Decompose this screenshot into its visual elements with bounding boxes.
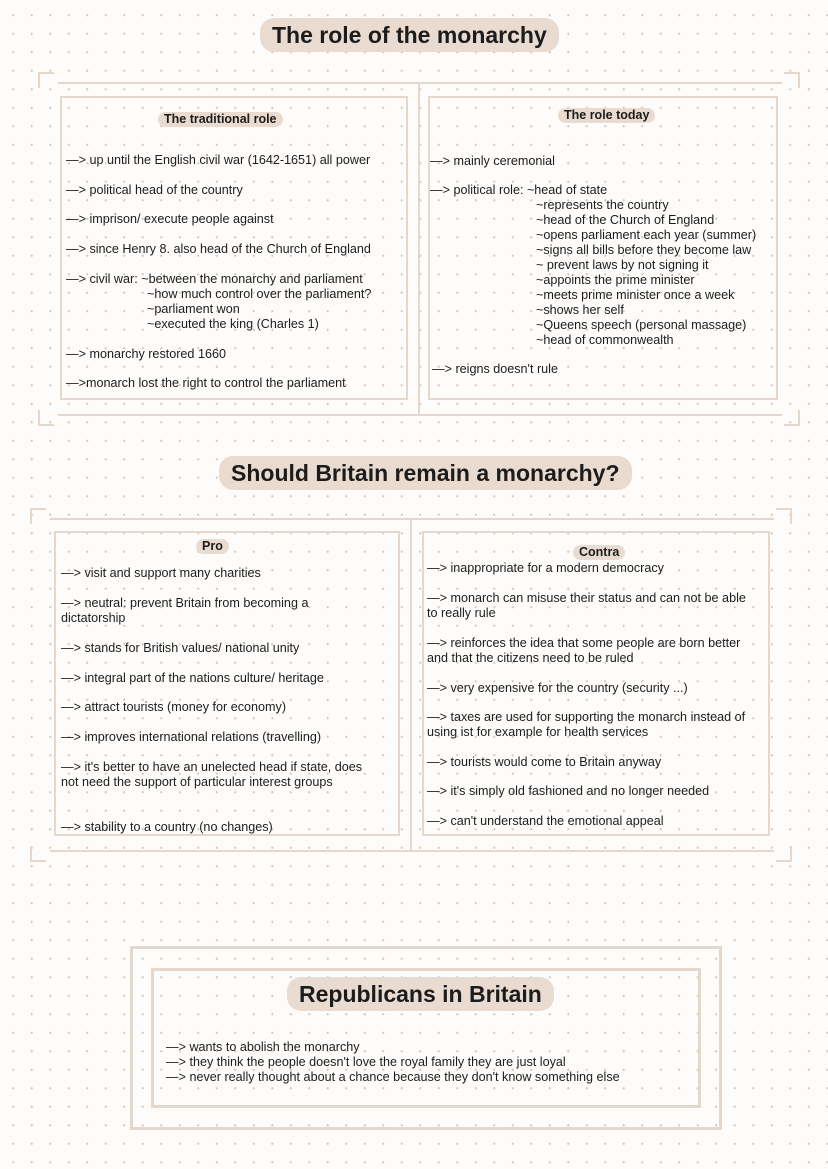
- list-item: —> reigns doesn't rule: [432, 362, 558, 376]
- list-item: ~Queens speech (personal massage): [536, 318, 747, 332]
- list-item: —> neutral: prevent Britain from becoming a dictatorship: [61, 596, 309, 625]
- frame-line: [50, 850, 774, 852]
- list-item: —> wants to abolish the monarchy: [166, 1040, 360, 1054]
- list-item: —> since Henry 8. also head of the Church of England: [66, 242, 371, 256]
- frame-corner: [798, 72, 800, 88]
- frame-line: [58, 414, 782, 416]
- list-item: ~how much control over the parliament?: [147, 287, 372, 301]
- section-title: Should Britain remain a monarchy?: [219, 456, 632, 490]
- list-item: ~represents the country: [536, 198, 669, 212]
- list-item: —> civil war: ~between the monarchy and parliament: [66, 272, 363, 286]
- list-item: —> tourists would come to Britain anyway: [427, 755, 662, 769]
- frame-corner: [790, 508, 792, 524]
- list-item: —> mainly ceremonial: [430, 154, 555, 168]
- frame-corner: [784, 424, 800, 426]
- list-item: —> never really thought about a chance because they don't know something else: [166, 1070, 620, 1084]
- frame-line: [50, 518, 774, 520]
- list-item: ~shows her self: [536, 303, 624, 317]
- list-item: ~executed the king (Charles 1): [147, 317, 319, 331]
- list-item: —> political head of the country: [66, 183, 243, 197]
- list-item: —> stability to a country (no changes): [61, 820, 273, 834]
- list-item: ~head of the Church of England: [536, 213, 715, 227]
- frame-line: [58, 82, 782, 84]
- contra-heading: Contra: [573, 545, 625, 560]
- list-item: —> can't understand the emotional appeal: [427, 814, 664, 828]
- frame-corner: [30, 860, 46, 862]
- list-item: ~appoints the prime minister: [536, 273, 695, 287]
- frame-corner: [776, 508, 792, 510]
- list-item: ~head of commonwealth: [536, 333, 674, 347]
- list-item: —> integral part of the nations culture/ heritage: [61, 671, 324, 685]
- list-item: —> imprison/ execute people against: [66, 212, 274, 226]
- list-item: —> visit and support many charities: [61, 566, 261, 580]
- list-item: ~signs all bills before they become law: [536, 243, 752, 257]
- list-item: —> it's simply old fashioned and no longer needed: [427, 784, 710, 798]
- frame-divider: [410, 520, 412, 850]
- frame-corner: [38, 72, 40, 88]
- pro-heading: Pro: [196, 539, 229, 554]
- list-item: —>monarch lost the right to control the parliament: [66, 376, 346, 390]
- frame-corner: [30, 508, 46, 510]
- role-today-heading: The role today: [558, 108, 655, 123]
- traditional-role-heading: The traditional role: [158, 112, 283, 127]
- list-item: —> it's better to have an unelected head if state, does not need the support of particular interest groups: [61, 760, 363, 789]
- list-item: —> very expensive for the country (security ...): [427, 681, 688, 695]
- frame-corner: [30, 508, 32, 524]
- list-item: —> stands for British values/ national unity: [61, 641, 300, 655]
- list-item: —> taxes are used for supporting the monarch instead of using ist for example for health services: [427, 710, 746, 739]
- list-item: —> reinforces the idea that some people are born better and that the citizens need to be ruled: [427, 636, 741, 665]
- section-title: Republicans in Britain: [287, 977, 554, 1011]
- list-item: ~opens parliament each year (summer): [536, 228, 757, 242]
- list-item: —> improves international relations (travelling): [61, 730, 322, 744]
- page-title: The role of the monarchy: [260, 18, 559, 52]
- list-item: —> they think the people doesn't love the royal family they are just loyal: [166, 1055, 566, 1069]
- frame-divider: [418, 84, 420, 414]
- list-item: —> attract tourists (money for economy): [61, 700, 287, 714]
- list-item: —> monarch can misuse their status and can not be able to really rule: [427, 591, 746, 620]
- list-item: —> up until the English civil war (1642-1651) all power: [66, 153, 371, 167]
- list-item: —> inappropriate for a modern democracy: [427, 561, 664, 575]
- frame-corner: [776, 860, 792, 862]
- list-item: —> political role: ~head of state: [430, 183, 608, 197]
- list-item: ~ prevent laws by not signing it: [536, 258, 709, 272]
- frame-corner: [38, 72, 54, 74]
- frame-corner: [38, 424, 54, 426]
- list-item: ~meets prime minister once a week: [536, 288, 735, 302]
- frame-corner: [784, 72, 800, 74]
- list-item: —> monarchy restored 1660: [66, 347, 226, 361]
- list-item: ~parliament won: [147, 302, 240, 316]
